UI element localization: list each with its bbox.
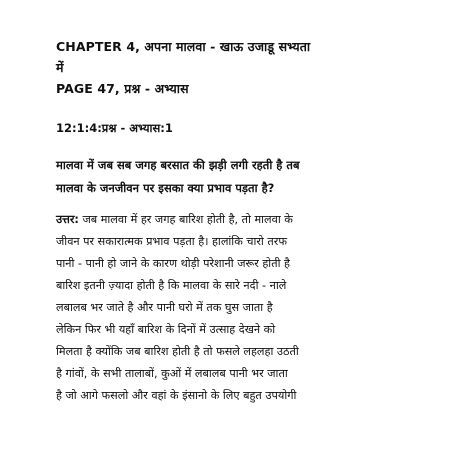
answer-label: उत्तर: bbox=[56, 213, 79, 226]
answer-line-8: है गांवों, के सभी तालाबों, कुओं में लबालब पानी भर जाता bbox=[56, 367, 288, 380]
answer-line-7: मिलता है क्योंकि जब बारिश होती है तो फसले लहलहा उठती bbox=[56, 345, 299, 358]
answer-line-2: जीवन पर सकारात्मक प्रभाव पड़ता है। हालांकि चारो तरफ bbox=[56, 235, 287, 248]
answer-line-5: लबालब भर जाते है और पानी घरो में तक घुस जाता है bbox=[56, 301, 273, 314]
question-line-2: मालवा के जनजीवन पर इसका क्या प्रभाव पड़ता है? bbox=[56, 181, 275, 195]
answer-line-3: पानी - पानी हो जाने के कारण थोड़ी परेशानी जरूर होती है bbox=[56, 257, 290, 270]
answer-line-4: बारिश इतनी ज़्यादा होती है कि मालवा के सारे नदी - नाले bbox=[56, 279, 287, 292]
answer-line-1 bbox=[56, 212, 293, 227]
chapter-title-line-2: में bbox=[56, 60, 64, 75]
chapter-title-line-1: CHAPTER 4, अपना मालवा - खाऊ उजाडू सभ्यता bbox=[56, 39, 311, 54]
answer-line-1-text: जब मालवा में हर जगह बारिश होती है, तो मालवा के bbox=[78, 213, 293, 226]
answer-line-9: है जो आगे फसलो और वहां के इंसानो के लिए बहुत उपयोगी bbox=[56, 389, 297, 402]
question-reference: 12:1:4:प्रश्न - अभ्यास:1 bbox=[56, 121, 173, 135]
page-heading: PAGE 47, प्रश्न - अभ्यास bbox=[56, 81, 189, 96]
answer-line-6: लेकिन फिर भी यहाँ बारिश के दिनों में उत्साह देखने को bbox=[56, 323, 276, 336]
question-line-1: मालवा में जब सब जगह बरसात की झड़ी लगी रहती है तब bbox=[56, 158, 300, 172]
